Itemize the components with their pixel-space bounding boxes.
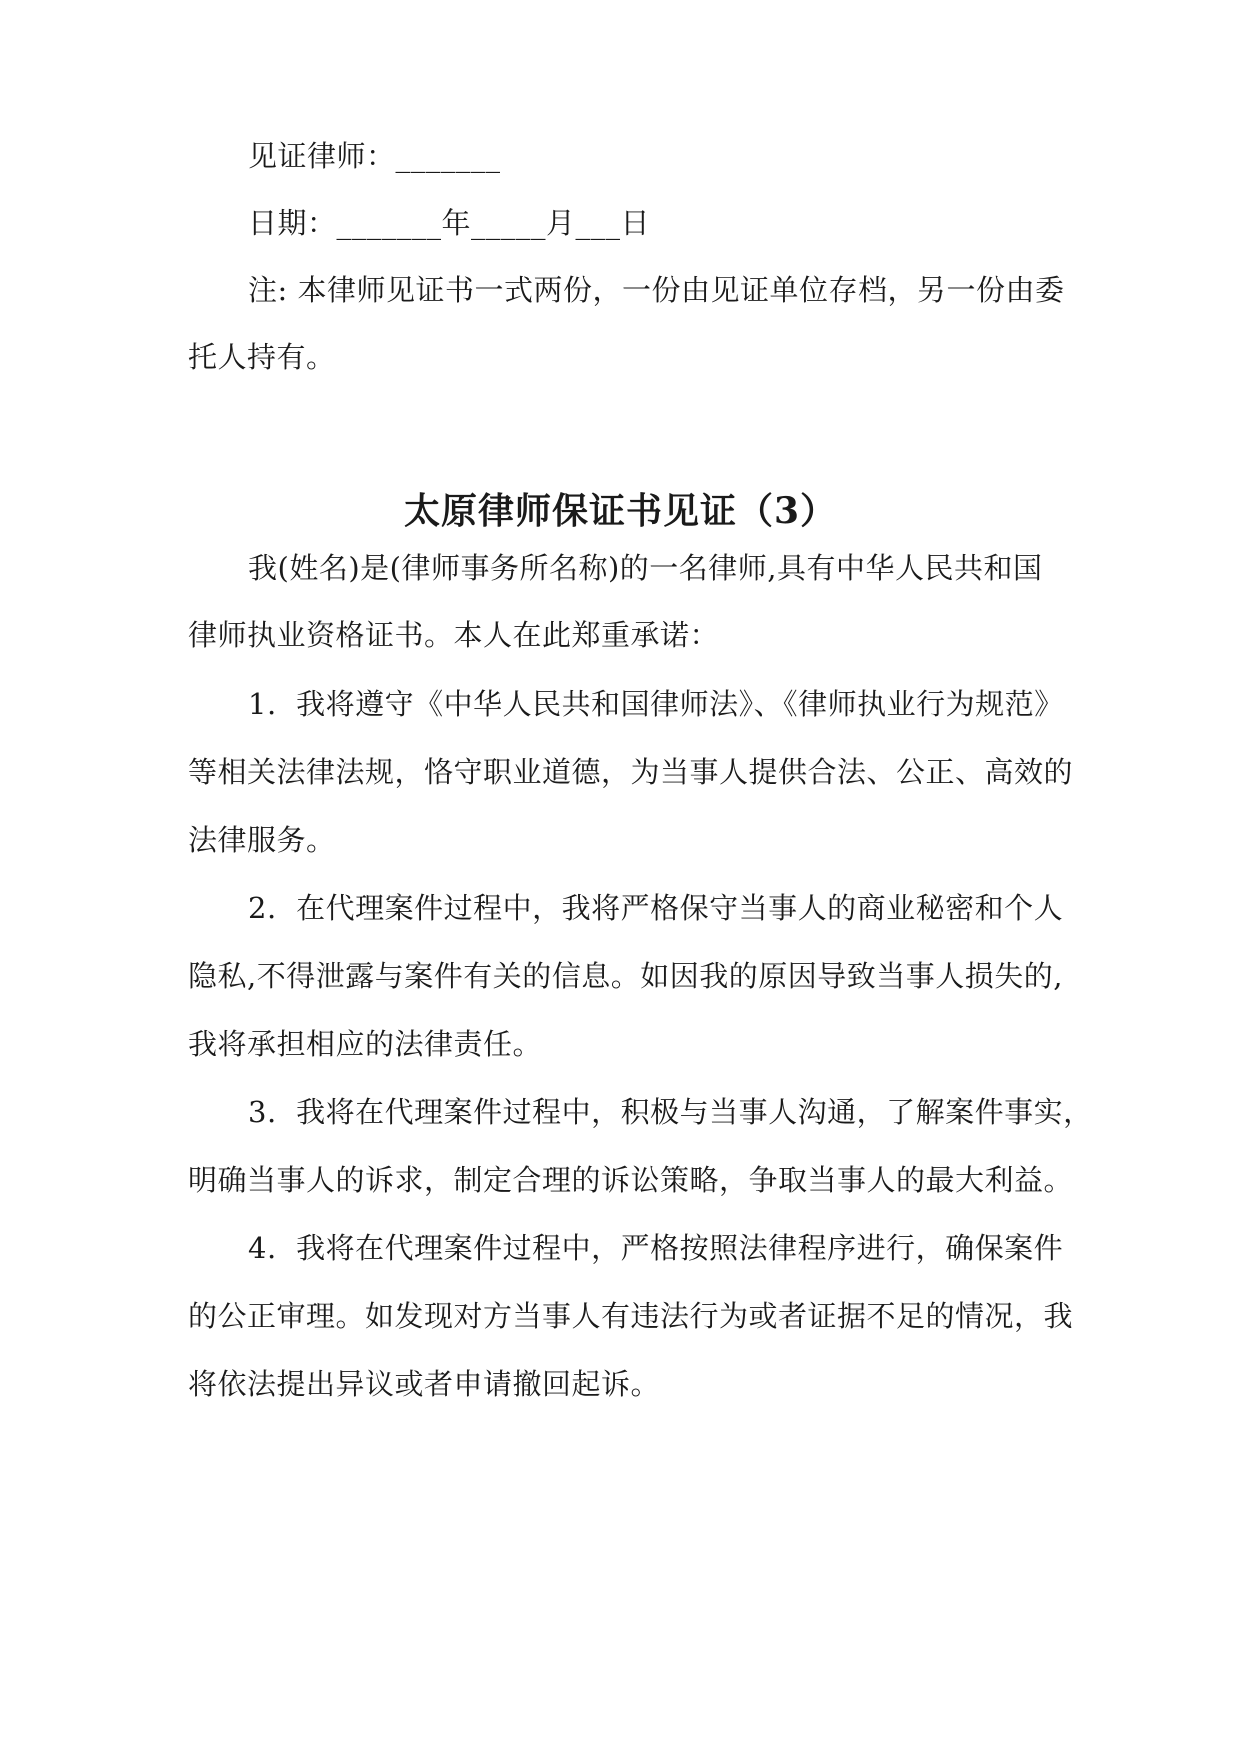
item-2-line-1: 2. 在代理案件过程中，我将严格保守当事人的商业秘密和个人 bbox=[248, 891, 1064, 925]
item-2-line-2: 隐私,不得泄露与案件有关的信息。如因我的原因导致当事人损失的, bbox=[188, 959, 1063, 993]
section-title: 太原律师保证书见证（3） bbox=[403, 490, 838, 532]
date-line: 日期：_______年_____月___日 bbox=[248, 206, 651, 240]
item-4-line-2: 的公正审理。如发现对方当事人有违法行为或者证据不足的情况，我 bbox=[188, 1299, 1074, 1333]
item-4-line-3: 将依法提出异议或者申请撤回起诉。 bbox=[188, 1367, 661, 1401]
item-3-line-2: 明确当事人的诉求，制定合理的诉讼策略，争取当事人的最大利益。 bbox=[188, 1163, 1074, 1197]
intro-line-2: 律师执业资格证书。本人在此郑重承诺： bbox=[188, 618, 720, 652]
item-1-line-3: 法律服务。 bbox=[188, 823, 336, 857]
item-3-line-1: 3. 我将在代理案件过程中，积极与当事人沟通，了解案件事实， bbox=[248, 1095, 1093, 1129]
item-1-line-2: 等相关法律法规，恪守职业道德，为当事人提供合法、公正、高效的 bbox=[188, 755, 1074, 789]
item-2-line-3: 我将承担相应的法律责任。 bbox=[188, 1027, 543, 1061]
item-4-line-1: 4. 我将在代理案件过程中，严格按照法律程序进行，确保案件 bbox=[248, 1231, 1064, 1265]
witness-lawyer-line: 见证律师：_______ bbox=[248, 139, 501, 173]
intro-line-1: 我(姓名)是(律师事务所名称)的一名律师,具有中华人民共和国 bbox=[248, 551, 1043, 585]
item-1-line-1: 1. 我将遵守《中华人民共和国律师法》、《律师执业行为规范》 bbox=[248, 687, 1064, 721]
note-line-1: 注: 本律师见证书一式两份，一份由见证单位存档，另一份由委 bbox=[248, 273, 1065, 307]
note-line-2: 托人持有。 bbox=[188, 340, 336, 374]
